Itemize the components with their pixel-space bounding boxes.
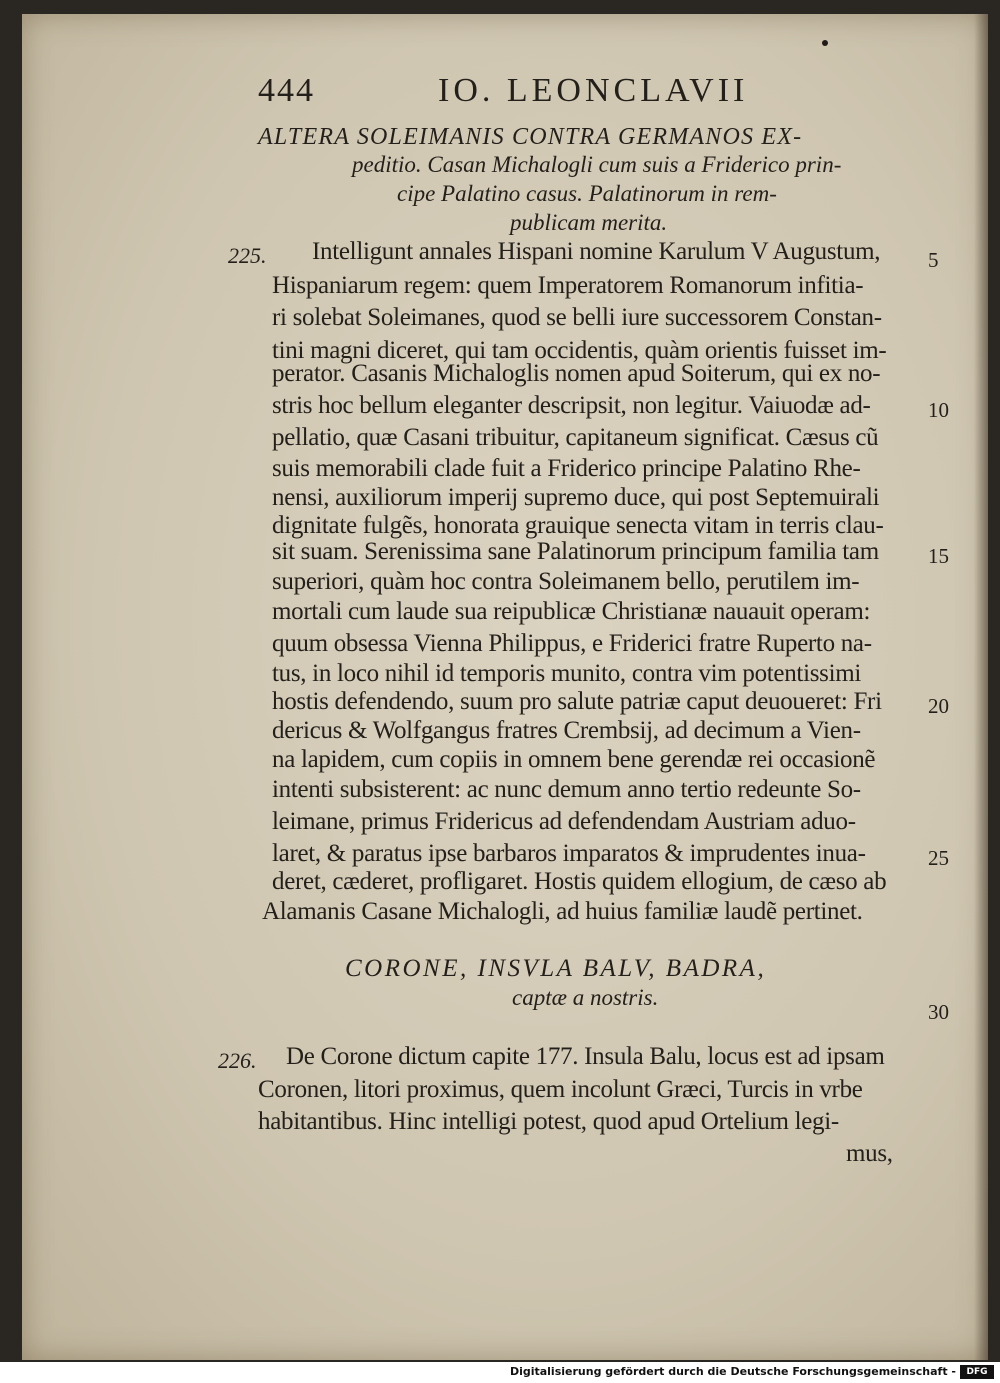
running-head [258,72,818,116]
text-line: Hispaniarum regem: quem Imperatorem Romanorum infitia- [272,272,864,299]
section-heading-line: ALTERA SOLEIMANIS CONTRA GERMANOS EX- [258,124,803,150]
digitization-footer [0,1362,1000,1383]
text-line: mus, [846,1140,893,1167]
footer-text: Digitalisierung gefördert durch die Deutsche Forschungsgemeinschaft - [509,1365,956,1378]
text-line: nensi, auxiliorum imperij supremo duce, qui post Septemuirali [272,484,880,511]
margin-line-number: 10 [928,398,949,422]
section-heading-line: peditio. Casan Michalogli cum suis a Friderico prin- [352,152,842,177]
text-line: tini magni diceret, qui tam occidentis, quàm orientis fuisset im- [272,337,887,364]
ink-spot [822,40,828,46]
text-line: deret, cæderet, profligaret. Hostis quidem ellogium, de cæso ab [272,868,887,895]
text-line: hostis defendendo, suum pro salute patriæ caput deuoueret: Fri [272,688,882,715]
text-line: Intelligunt annales Hispani nomine Karulum V Augustum, [312,238,881,265]
margin-line-number: 25 [928,846,949,870]
text-line: suis memorabili clade fuit a Friderico principe Palatino Rhe- [272,455,861,482]
text-line: Alamanis Casane Michalogli, ad huius familiæ laudẽ pertinet. [262,898,863,925]
margin-line-number: 30 [928,1000,949,1024]
text-line: De Corone dictum capite 177. Insula Balu, locus est ad ipsam [286,1043,885,1070]
text-line: tus, in loco nihil id temporis munito, contra vim potentissimi [272,660,862,687]
text-line: mortali cum laude sua reipublicæ Christianæ nauauit operam: [272,598,871,625]
text-line: habitantibus. Hinc intelligi potest, quod apud Ortelium legi- [258,1108,839,1135]
section-heading-line: captæ a nostris. [512,985,659,1010]
page-edge-shadow [974,14,988,1360]
text-line: ri solebat Soleimanes, quod se belli iure successorem Constan- [272,304,882,331]
text-line: na lapidem, cum copiis in omnem bene gerendæ rei occasionẽ [272,746,876,773]
text-line: quum obsessa Vienna Philippus, e Friderici fratre Ruperto na- [272,630,872,657]
text-line: dignitate fulgẽs, honorata grauique senecta vitam in terris clau- [272,512,884,539]
section-heading-line: cipe Palatino casus. Palatinorum in rem- [397,181,777,206]
page-number: 444 [258,72,315,109]
text-line: pellatio, quæ Casani tribuitur, capitaneum significat. Cæsus cũ [272,424,879,451]
section-number: 225. [228,243,267,268]
section-number: 226. [218,1048,257,1073]
margin-line-number: 15 [928,544,949,568]
dfg-logo: DFG [960,1365,994,1379]
text-line: superiori, quàm hoc contra Soleimanem bello, perutilem im- [272,568,860,595]
margin-line-number: 20 [928,694,949,718]
text-line: intenti subsisterent: ac nunc demum anno tertio redeunte So- [272,776,861,803]
section-heading-line: publicam merita. [510,210,668,235]
text-line: Coronen, litori proximus, quem incolunt Græci, Turcis in vrbe [258,1076,863,1103]
text-line: dericus & Wolfgangus fratres Crembsij, ad decimum a Vien- [272,717,861,744]
text-line: sit suam. Serenissima sane Palatinorum principum familia tam [272,538,879,565]
text-line: leimane, primus Fridericus ad defendendam Austriam aduo- [272,808,856,835]
margin-line-number: 5 [928,248,939,272]
section-heading-line: CORONE, INSVLA BALV, BADRA, [345,955,767,982]
text-line: stris hoc bellum eleganter descripsit, non legitur. Vaiuodæ ad- [272,392,871,419]
text-line: perator. Casanis Michaloglis nomen apud Soiterum, qui ex no- [272,360,881,387]
text-line: laret, & paratus ipse barbaros imparatos & imprudentes inua- [272,840,866,867]
running-title: IO. LEONCLAVII [438,72,749,109]
